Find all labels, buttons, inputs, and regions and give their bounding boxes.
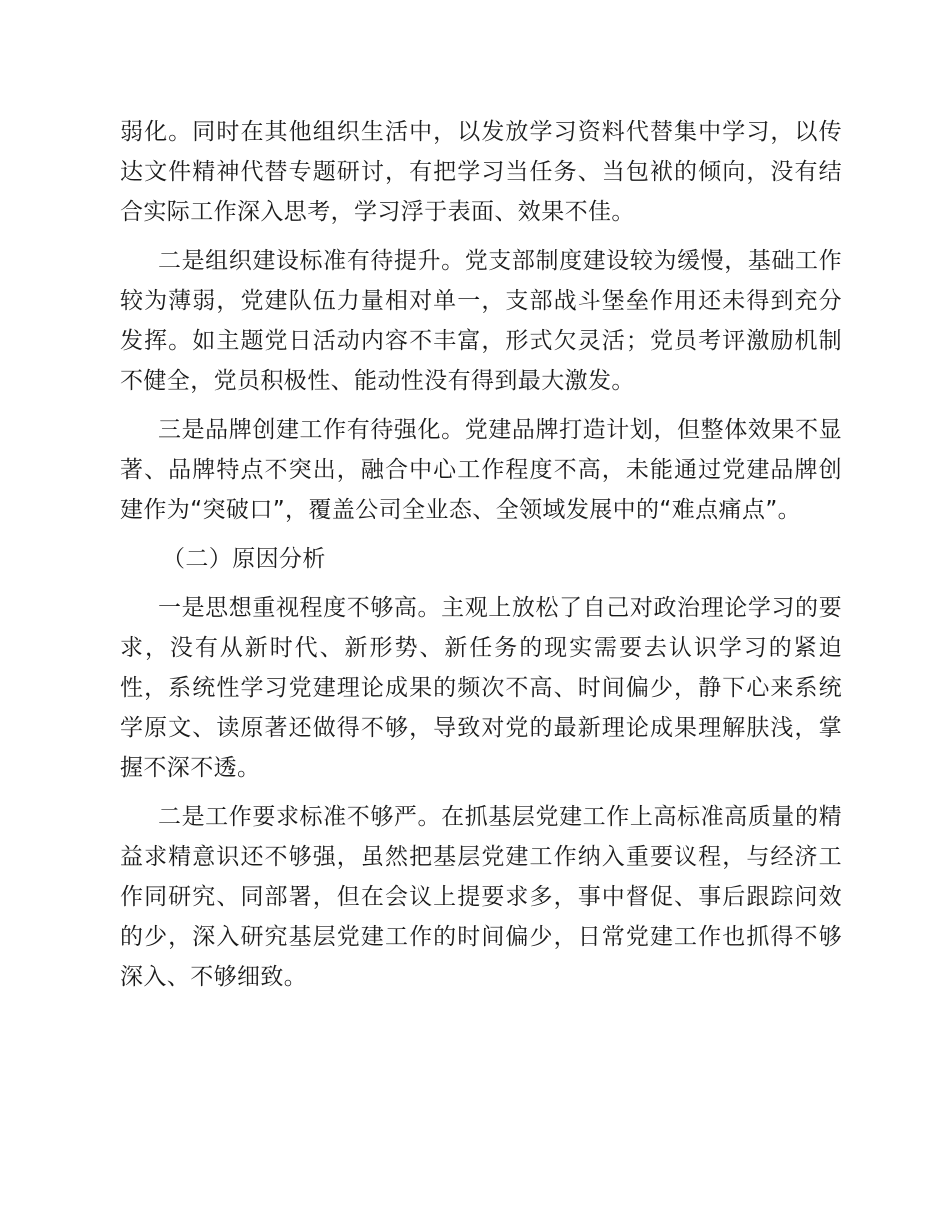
section-heading: （二）原因分析 <box>162 546 326 572</box>
paragraph-ideological-emphasis: 一是思想重视程度不够高。主观上放松了自己对政治理论学习的要求，没有从新时代、新形势、新任务的现实需要去认识学习的紧迫性，系统性学习党建理论成果的频次不高、时间偏少，静下心来系统学原文、读原著还做得不够，导致对党的最新理论成果理解肤浅，掌握不深不透。 <box>120 595 842 781</box>
paragraph-brand-building: 三是品牌创建工作有待强化。党建品牌打造计划，但整体效果不显著、品牌特点不突出，融合中心工作程度不高，未能通过党建品牌创建作为“突破口”，覆盖公司全业态、全领域发展中的“难点痛点”。 <box>120 417 842 523</box>
paragraph-continuation: 弱化。同时在其他组织生活中，以发放学习资料代替集中学习，以传达文件精神代替专题研讨，有把学习当任务、当包袱的倾向，没有结合实际工作深入思考，学习浮于表面、效果不佳。 <box>120 119 842 225</box>
document-page <box>120 112 842 1006</box>
paragraph-organization-building: 二是组织建设标准有待提升。党支部制度建设较为缓慢，基础工作较为薄弱，党建队伍力量相对单一，支部战斗堡垒作用还未得到充分发挥。如主题党日活动内容不丰富，形式欠灵活；党员考评激励机制不健全，党员积极性、能动性没有得到最大激发。 <box>120 248 842 394</box>
paragraph-work-standards: 二是工作要求标准不够严。在抓基层党建工作上高标准高质量的精益求精意识还不够强，虽然把基层党建工作纳入重要议程，与经济工作同研究、同部署，但在会议上提要求多，事中督促、事后跟踪问效的少，深入研究基层党建工作的时间偏少，日常党建工作也抓得不够深入、不够细致。 <box>120 804 842 990</box>
